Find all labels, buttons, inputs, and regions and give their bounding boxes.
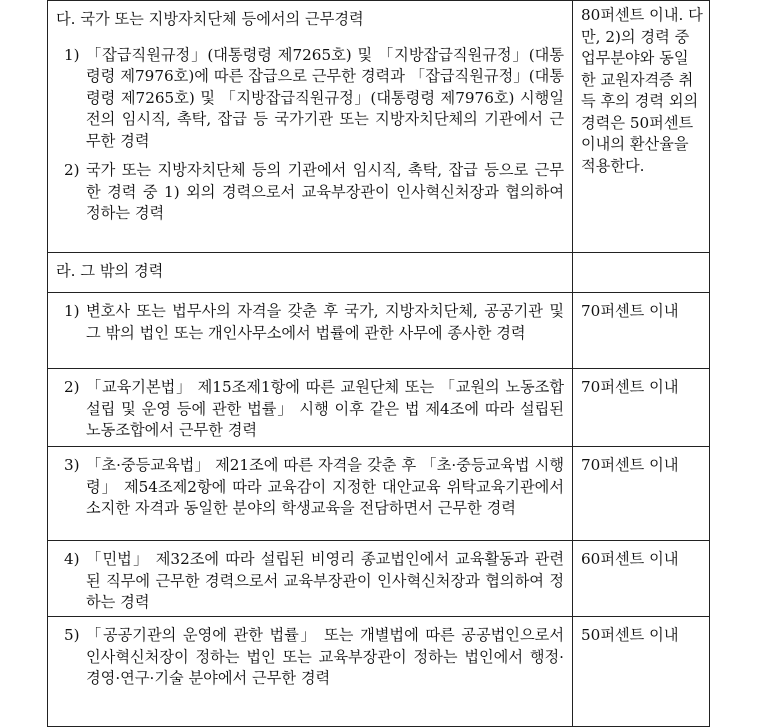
item-number: 1) — [64, 45, 80, 64]
item-text: 변호사 또는 법무사의 자격을 갖춘 후 국가, 지방자치단체, 공공기관 및 그 밖의 법인 또는 개인사무소에서 법률에 관한 사무에 종사한 경력 — [86, 302, 564, 342]
career-description-cell — [48, 447, 573, 541]
career-description-cell — [48, 541, 573, 617]
section-heading: 다. 국가 또는 지방자치단체 등에서의 근무경력 — [56, 10, 364, 28]
conversion-rate-cell — [573, 447, 710, 541]
career-description-cell — [48, 369, 573, 447]
conversion-rate: 70퍼센트 이내 — [581, 456, 679, 474]
item-number: 4) — [64, 550, 80, 568]
list-item — [56, 301, 564, 344]
list-item — [56, 377, 564, 442]
item-number: 5) — [64, 626, 80, 644]
item-text: 「초·중등교육법」 제21조에 따른 자격을 갖춘 후 「초·중등교육법 시행령」 제54조제2항에 따라 교육감이 지정한 대안교육 위탁교육기관에서 소지한 자격과 동일한 분야의 학생교육을 전담하면서 근무한 경력 — [86, 456, 564, 517]
table-row — [48, 617, 710, 727]
conversion-rate-cell — [573, 617, 710, 727]
conversion-rate: 50퍼센트 이내 — [581, 626, 679, 644]
list-item — [56, 45, 564, 153]
item-number: 2) — [64, 378, 80, 396]
career-description-cell — [48, 293, 573, 369]
career-description-cell — [48, 253, 573, 293]
item-text: 「공공기관의 운영에 관한 법률」 또는 개별법에 따른 공공법인으로서 인사혁신처장이 정하는 법인 또는 교육부장관이 정하는 법인에서 행정·경영·연구·기술 분야에서 근무한 경력 — [86, 626, 564, 687]
section-heading: 라. 그 밖의 경력 — [56, 262, 164, 280]
conversion-rate: 60퍼센트 이내 — [581, 550, 679, 568]
table-row — [48, 293, 710, 369]
table-row — [48, 1, 710, 253]
item-number: 3) — [64, 456, 80, 474]
list-item — [56, 549, 564, 614]
career-description-cell — [48, 1, 573, 253]
career-description-cell — [48, 617, 573, 727]
conversion-rate: 80퍼센트 이내. 다만, 2)의 경력 중 업무분야와 동일한 교원자격증 취득 후의 경력 외의 경력은 50퍼센트 이내의 환산율을 적용한다. — [581, 6, 703, 175]
list-item — [56, 625, 564, 690]
item-text: 「교육기본법」 제15조제1항에 따른 교원단체 또는 「교원의 노동조합 설립 및 운영 등에 관한 법률」 시행 이후 같은 법 제4조에 따라 설립된 노동조합에서 근무한 경력 — [86, 378, 564, 439]
table-row — [48, 253, 710, 293]
list-item — [56, 160, 564, 225]
career-conversion-table — [47, 0, 710, 727]
item-number: 1) — [64, 302, 80, 320]
conversion-rate-cell — [573, 541, 710, 617]
item-text: 「민법」 제32조에 따라 설립된 비영리 종교법인에서 교육활동과 관련된 직무에 근무한 경력으로서 교육부장관이 인사혁신처장과 협의하여 정하는 경력 — [86, 550, 564, 611]
item-text: 「잡급직원규정」(대통령령 제7265호) 및 「지방잡급직원규정」(대통령령 제7976호)에 따른 잡급으로 근무한 경력과 「잡급직원규정」(대통령령 제7265호) 및 「지방잡급직원규정」(대통령령 제7976호) 시행일 전의 임시직, 촉탁, 잡급 등 국가기관 또는 지방자치단체의 기관에서 근무한 경력 — [86, 45, 564, 150]
conversion-rate-cell — [573, 369, 710, 447]
conversion-rate: 70퍼센트 이내 — [581, 378, 679, 396]
list-item — [56, 455, 564, 520]
item-number: 2) — [64, 161, 80, 179]
conversion-rate-cell — [573, 253, 710, 293]
table-row — [48, 447, 710, 541]
conversion-rate-cell — [573, 293, 710, 369]
conversion-rate-cell — [573, 1, 710, 253]
career-conversion-table-page — [47, 0, 709, 726]
table-row — [48, 541, 710, 617]
conversion-rate: 70퍼센트 이내 — [581, 302, 679, 320]
table-row — [48, 369, 710, 447]
item-text: 국가 또는 지방자치단체 등의 기관에서 임시직, 촉탁, 잡급 등으로 근무한 경력 중 1) 외의 경력으로서 교육부장관이 인사혁신처장과 협의하여 정하는 경력 — [86, 161, 564, 222]
